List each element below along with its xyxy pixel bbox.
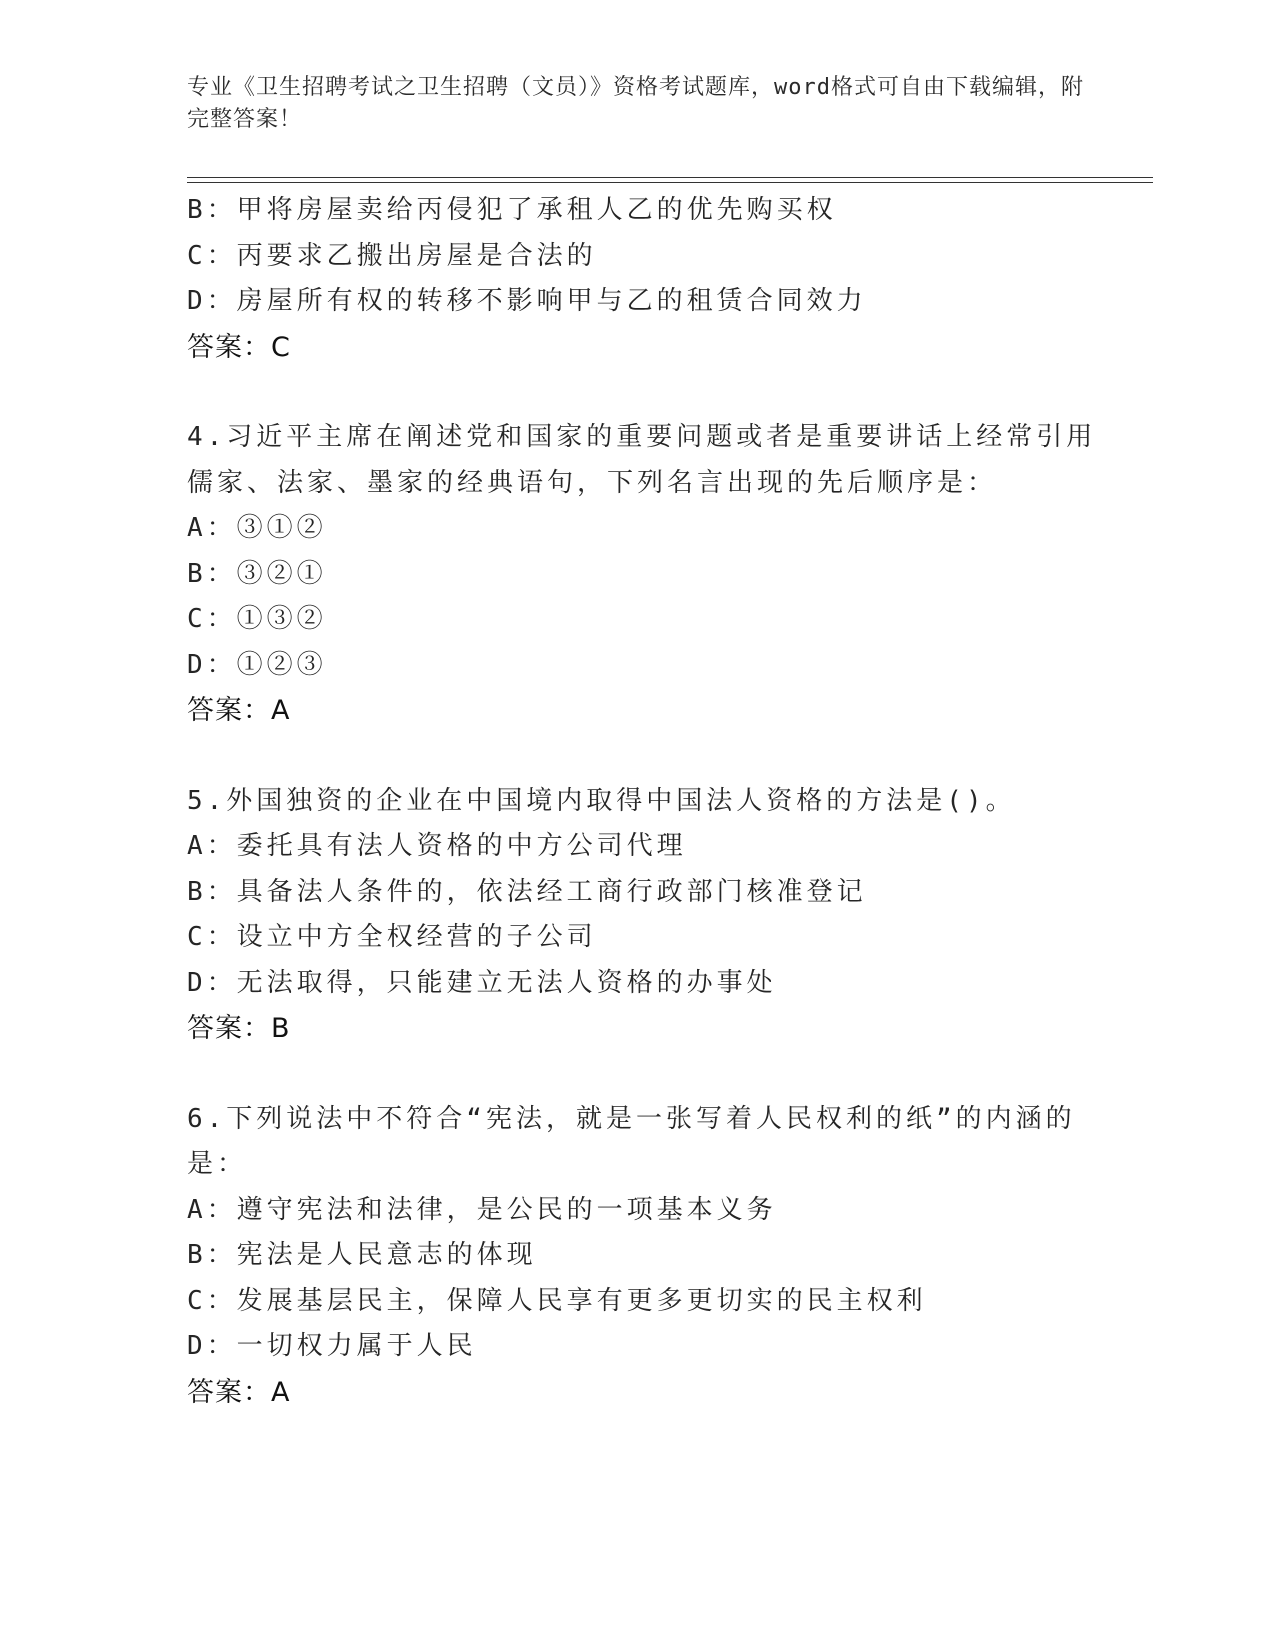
header-divider [187, 177, 1153, 183]
page-header: 专业《卫生招聘考试之卫生招聘（文员）》资格考试题库，word格式可自由下载编辑，附完整答案！ [187, 75, 1084, 132]
question-list [187, 188, 1097, 1415]
option-c: C：丙要求乙搬出房屋是合法的 [187, 240, 597, 271]
question-stem-line: 4.习近平主席在阐述党和国家的重要问题或者是重要讲话上经常引用 [187, 422, 1097, 452]
question-stem-line: 6.下列说法中不符合“宪法，就是一张写着人民权利的纸”的内涵的 [187, 1103, 1076, 1134]
question-stem-line: 是： [187, 1149, 248, 1179]
option-d: D：①②③ [187, 649, 327, 680]
option-b: B：具备法人条件的，依法经工商行政部门核准登记 [187, 876, 867, 907]
question-4 [187, 415, 1097, 734]
answer-line: 答案：A [187, 1376, 291, 1408]
answer-line: 答案：B [187, 1013, 291, 1044]
question-stem-line: 儒家、法家、墨家的经典语句，下列名言出现的先后顺序是： [187, 467, 998, 498]
option-a: A：遵守宪法和法律，是公民的一项基本义务 [187, 1194, 777, 1225]
option-b: B：甲将房屋卖给丙侵犯了承租人乙的优先购买权 [187, 195, 837, 225]
option-d: D：一切权力属于人民 [187, 1331, 477, 1361]
question-5 [187, 779, 1087, 1052]
question-3-continued [187, 188, 1087, 370]
answer-line: 答案：C [187, 331, 291, 363]
option-b: B：③②① [187, 558, 327, 589]
option-a: A：③①② [187, 513, 327, 543]
option-b: B：宪法是人民意志的体现 [187, 1240, 537, 1270]
answer-line: 答案：A [187, 695, 291, 726]
spacer [187, 1052, 1087, 1097]
spacer [187, 734, 1087, 779]
option-d: D：房屋所有权的转移不影响甲与乙的租赁合同效力 [187, 286, 867, 316]
spacer [187, 370, 1087, 415]
option-c: C：发展基层民主，保障人民享有更多更切实的民主权利 [187, 1285, 927, 1316]
option-c: C：设立中方全权经营的子公司 [187, 922, 597, 952]
question-stem-line: 5.外国独资的企业在中国境内取得中国法人资格的方法是()。 [187, 785, 1016, 816]
question-6 [187, 1097, 1087, 1416]
option-d: D：无法取得，只能建立无法人资格的办事处 [187, 967, 777, 998]
option-c: C：①③② [187, 604, 327, 634]
option-a: A：委托具有法人资格的中方公司代理 [187, 831, 687, 861]
